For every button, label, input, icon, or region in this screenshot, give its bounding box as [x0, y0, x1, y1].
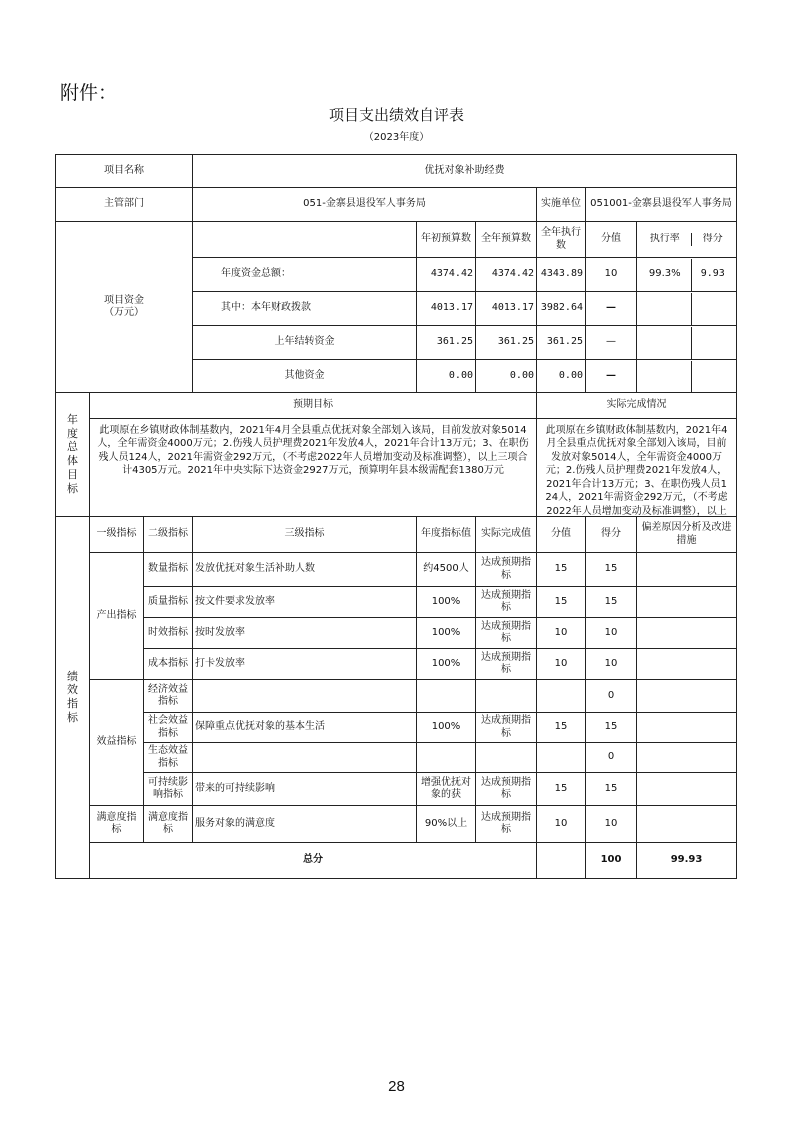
perf-level2: 质量指标: [144, 587, 193, 618]
satisfaction-label: 满意度指标: [90, 806, 144, 843]
funds-row-annual: 0.00: [476, 360, 537, 393]
page-title: 项目支出绩效自评表: [328, 106, 464, 124]
perf-note: [637, 773, 737, 806]
goals-actual-text: 此项原在乡镇财政体制基数内，2021年4月全县重点优抚对象全部划入该局，目前发放对象5014人，全年需资金4000万元；2.伤残人员护理费2021年发放4人，2021年合计13万元；3、在职伤残人员124人，2021年需资金292万元，（不考虑2022年人员增加变动及标准调整），以上: [545, 424, 728, 516]
funds-row-initial: 361.25: [417, 326, 476, 360]
funds-header-rate-score: [637, 222, 737, 258]
funds-row-label: 其中：本年财政拨款: [193, 292, 417, 326]
page-number: 28: [388, 1078, 405, 1095]
funds-row-label: 其他资金: [193, 360, 417, 393]
performance-row: [56, 618, 737, 649]
total-actual-blank: [537, 843, 586, 879]
funds-header-row: [56, 222, 737, 258]
perf-header-target: 年度指标值: [417, 517, 476, 553]
perf-header-note: 偏差原因分析及改进措施: [637, 517, 737, 553]
performance-row: [56, 713, 737, 743]
funds-row-score: [691, 293, 734, 325]
perf-header-actual: 实际完成值: [476, 517, 537, 553]
perf-score: 0: [586, 680, 637, 713]
funds-row-label: 年度资金总额：: [193, 258, 417, 292]
goals-header-row: [56, 393, 737, 419]
goals-expected-text: 此项原在乡镇财政体制基数内，2021年4月全县重点优抚对象全部划入该局，目前发放对象5014人，全年需资金4000万元；2.伤残人员护理费2021年发放4人，2021年合计13万元；3、在职伤残人员124人，2021年需资金292万元，（不考虑2022年人员增加变动及标准调整），以上三项合计4305万元。2021年中央实际下达资金2927万元，预算明年县本级需配套1380万元: [97, 424, 529, 476]
perf-level3: 按文件要求发放率: [193, 587, 417, 618]
goals-expected-cell: [90, 419, 537, 517]
funds-row-rate-score: [637, 360, 737, 393]
perf-weight: 10: [537, 649, 586, 680]
funds-header-weight: 分值: [586, 222, 637, 258]
performance-section-label: [56, 517, 90, 879]
perf-weight: 10: [537, 806, 586, 843]
performance-row: [56, 649, 737, 680]
funds-row-rate: [639, 361, 691, 392]
perf-header-score: 得分: [586, 517, 637, 553]
perf-level3: 按时发放率: [193, 618, 417, 649]
funds-row-rate: 99.3%: [639, 259, 691, 291]
funds-row-label: 上年结转资金: [193, 326, 417, 360]
funds-header-executed: 全年执行数: [537, 222, 586, 258]
funds-row-score: [691, 361, 734, 392]
perf-level2: 可持续影响指标: [144, 773, 193, 806]
funds-row-weight: —: [586, 360, 637, 393]
department-value: 051-金寨县退役军人事务局: [193, 188, 537, 222]
perf-score: 15: [586, 587, 637, 618]
perf-target: 增强优抚对象的获: [417, 773, 476, 806]
funds-label: 项目资金: [104, 294, 144, 306]
funds-row-annual: 4374.42: [476, 258, 537, 292]
perf-score: 0: [586, 743, 637, 773]
funds-row-score: [691, 327, 734, 359]
funds-row-weight: —: [586, 326, 637, 360]
perf-score: 15: [586, 713, 637, 743]
perf-score: 10: [586, 618, 637, 649]
performance-row: [56, 553, 737, 587]
perf-actual: 达成预期指标: [476, 713, 537, 743]
perf-weight: 15: [537, 773, 586, 806]
performance-label: 绩效指标: [67, 669, 78, 724]
funds-row-initial: 0.00: [417, 360, 476, 393]
perf-note: [637, 806, 737, 843]
goals-section-label: [56, 393, 90, 517]
perf-header-level1: 一级指标: [90, 517, 144, 553]
funds-header-initial: 年初预算数: [417, 222, 476, 258]
perf-level2: 数量指标: [144, 553, 193, 587]
perf-target: 100%: [417, 587, 476, 618]
implementing-unit-label: 实施单位: [537, 188, 586, 222]
funds-row-executed: 3982.64: [537, 292, 586, 326]
perf-level3: 发放优抚对象生活补助人数: [193, 553, 417, 587]
funds-row-initial: 4013.17: [417, 292, 476, 326]
perf-target: 100%: [417, 649, 476, 680]
perf-note: [637, 649, 737, 680]
performance-row: [56, 806, 737, 843]
perf-score: 10: [586, 649, 637, 680]
funds-row-weight: —: [586, 292, 637, 326]
performance-header-row: [56, 517, 737, 553]
perf-target: [417, 743, 476, 773]
perf-level2: 成本指标: [144, 649, 193, 680]
perf-actual: 达成预期指标: [476, 553, 537, 587]
funds-section-label: [56, 222, 193, 393]
funds-row-weight: 10: [586, 258, 637, 292]
perf-actual: 达成预期指标: [476, 649, 537, 680]
goals-content-row: [56, 419, 737, 517]
output-label: 产出指标: [90, 553, 144, 680]
funds-row-score: 9.93: [700, 268, 725, 280]
perf-level2: 时效指标: [144, 618, 193, 649]
implementing-unit-value: 051001-金寨县退役军人事务局: [586, 188, 737, 222]
department-label: 主管部门: [56, 188, 193, 222]
perf-level2: 满意度指标: [144, 806, 193, 843]
perf-weight: 15: [537, 553, 586, 587]
goals-expected-header: 预期目标: [90, 393, 537, 419]
project-name-value: 优抚对象补助经费: [193, 155, 737, 188]
goals-actual-cell: [537, 419, 737, 517]
perf-level2: 生态效益指标: [144, 743, 193, 773]
perf-level3: 带来的可持续影响: [193, 773, 417, 806]
funds-header-blank: [193, 222, 417, 258]
perf-note: [637, 553, 737, 587]
perf-target: 90%以上: [417, 806, 476, 843]
funds-row-annual: 361.25: [476, 326, 537, 360]
perf-score: 15: [586, 553, 637, 587]
perf-level2: 社会效益指标: [144, 713, 193, 743]
funds-row-initial: 4374.42: [417, 258, 476, 292]
funds-header-rate: 执行率: [639, 233, 691, 246]
funds-unit: （万元）: [104, 307, 144, 318]
total-label: 总分: [90, 843, 537, 879]
perf-actual: 达成预期指标: [476, 806, 537, 843]
funds-row-executed: 361.25: [537, 326, 586, 360]
project-name-label: 项目名称: [56, 155, 193, 188]
perf-actual: [476, 743, 537, 773]
performance-row: [56, 587, 737, 618]
perf-actual: [476, 680, 537, 713]
perf-header-weight: 分值: [537, 517, 586, 553]
perf-target: 100%: [417, 713, 476, 743]
perf-target: 约4500人: [417, 553, 476, 587]
perf-actual: 达成预期指标: [476, 618, 537, 649]
funds-header-score: 得分: [702, 233, 723, 245]
perf-note: [637, 713, 737, 743]
funds-header-annual: 全年预算数: [476, 222, 537, 258]
perf-note: [637, 680, 737, 713]
perf-target: 100%: [417, 618, 476, 649]
performance-row: [56, 743, 737, 773]
performance-row: [56, 680, 737, 713]
perf-score: 15: [586, 773, 637, 806]
perf-level3: [193, 743, 417, 773]
perf-header-level2: 二级指标: [144, 517, 193, 553]
perf-header-level3: 三级指标: [193, 517, 417, 553]
total-score: 99.93: [637, 843, 737, 879]
project-name-row: [56, 155, 737, 188]
goals-label: 年度总体目标: [67, 412, 78, 495]
perf-note: [637, 743, 737, 773]
perf-actual: 达成预期指标: [476, 773, 537, 806]
goals-actual-header: 实际完成情况: [537, 393, 737, 419]
total-weight: 100: [586, 843, 637, 879]
perf-actual: 达成预期指标: [476, 587, 537, 618]
perf-level3: 服务对象的满意度: [193, 806, 417, 843]
funds-row-executed: 0.00: [537, 360, 586, 393]
attachment-label: 附件：: [60, 82, 118, 104]
total-row: [56, 843, 737, 879]
perf-note: [637, 618, 737, 649]
perf-weight: 15: [537, 587, 586, 618]
funds-row-rate: [639, 327, 691, 359]
funds-row-rate-score: [637, 258, 737, 292]
perf-weight: [537, 680, 586, 713]
funds-row-rate: [639, 293, 691, 325]
perf-score: 10: [586, 806, 637, 843]
funds-row-rate-score: [637, 326, 737, 360]
benefit-label: 效益指标: [90, 680, 144, 806]
self-evaluation-table: [55, 154, 737, 879]
funds-row-annual: 4013.17: [476, 292, 537, 326]
performance-row: [56, 773, 737, 806]
perf-weight: 10: [537, 618, 586, 649]
perf-target: [417, 680, 476, 713]
perf-weight: 15: [537, 713, 586, 743]
department-row: [56, 188, 737, 222]
perf-note: [637, 587, 737, 618]
perf-level3: [193, 680, 417, 713]
perf-level2: 经济效益指标: [144, 680, 193, 713]
perf-weight: [537, 743, 586, 773]
page-subtitle: （2023年度）: [363, 132, 430, 143]
funds-row-executed: 4343.89: [537, 258, 586, 292]
perf-level3: 保障重点优抚对象的基本生活: [193, 713, 417, 743]
funds-row-rate-score: [637, 292, 737, 326]
perf-level3: 打卡发放率: [193, 649, 417, 680]
